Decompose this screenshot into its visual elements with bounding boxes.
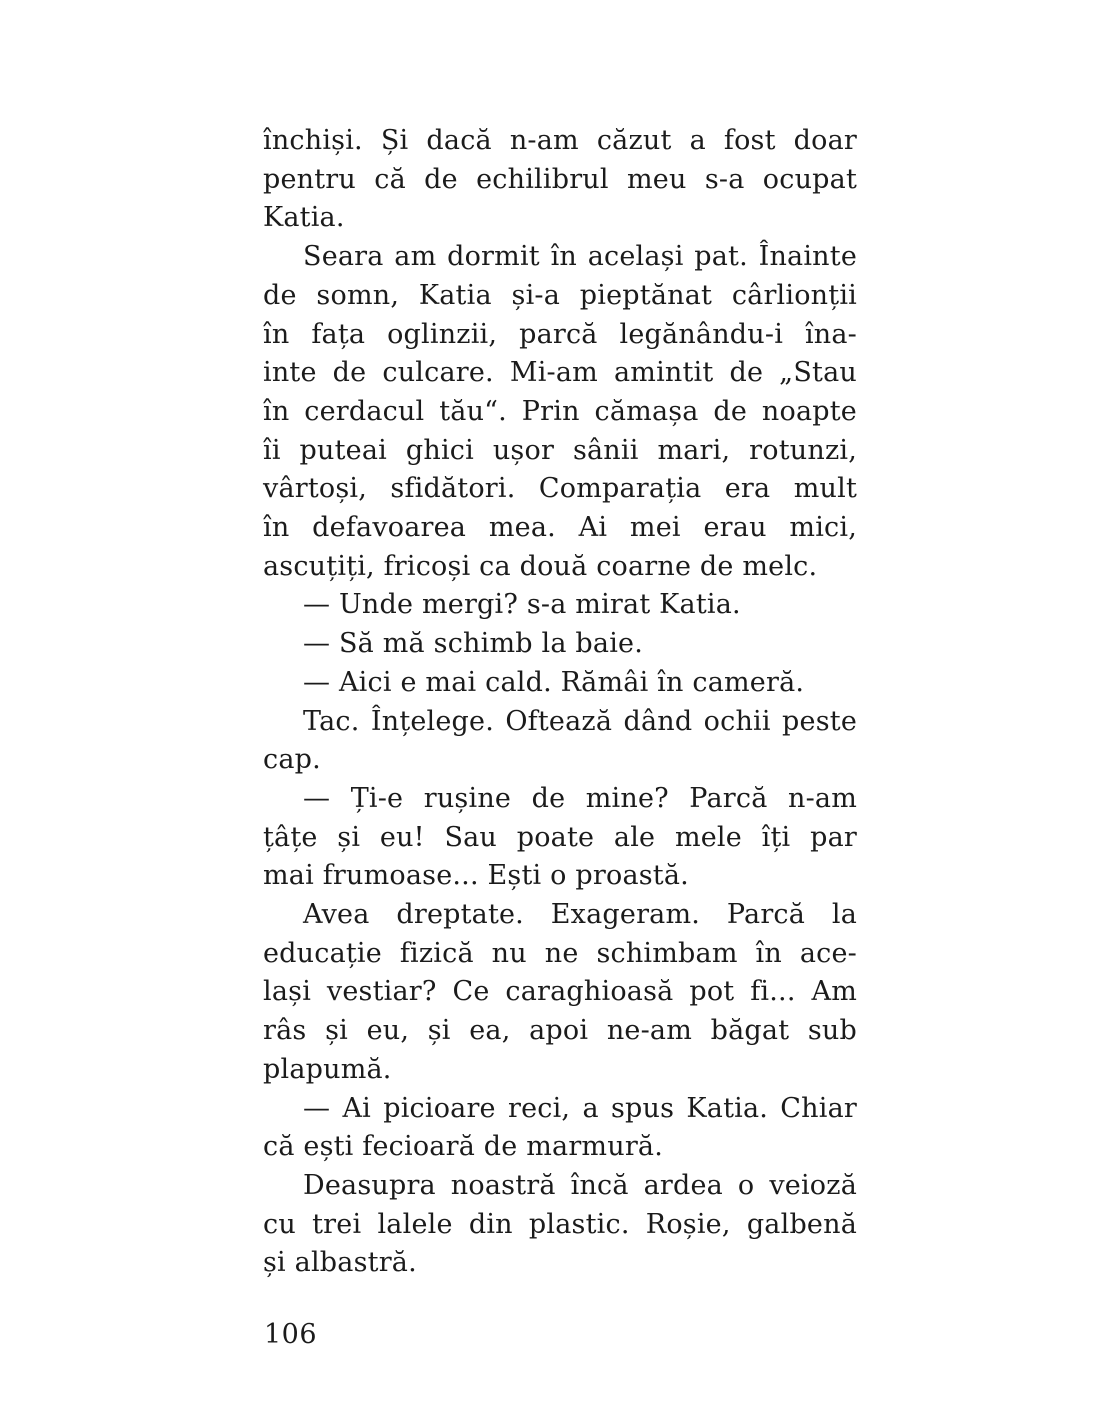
text-line: plapumă. bbox=[263, 1053, 392, 1085]
text-line: Katia. bbox=[263, 202, 345, 234]
text-line: ascuțiți, fricoși ca două coarne de melc. bbox=[263, 550, 818, 582]
text-line: în fața oglinzii, parcă legănându-i îna- bbox=[263, 318, 857, 350]
paragraph bbox=[263, 1167, 857, 1283]
text-line: pentru că de echilibrul meu s-a ocupat bbox=[263, 163, 857, 195]
text-line: cap. bbox=[263, 744, 321, 776]
text-line: de somn, Katia și-a pieptănat cârlionții bbox=[263, 279, 857, 311]
paragraph bbox=[263, 238, 857, 586]
text-line: Deasupra noastră încă ardea o veioză bbox=[303, 1169, 857, 1201]
text-line: Seara am dormit în același pat. Înainte bbox=[303, 241, 857, 273]
paragraph bbox=[263, 625, 857, 664]
text-line: inte de culcare. Mi-am amintit de „Stau bbox=[263, 357, 857, 389]
paragraph bbox=[263, 664, 857, 703]
paragraph bbox=[263, 896, 857, 1090]
text-block bbox=[263, 122, 857, 1283]
text-line: lași vestiar? Ce caraghioasă pot fi... Am bbox=[263, 976, 857, 1008]
text-line: râs și eu, și ea, apoi ne-am băgat sub bbox=[263, 1015, 857, 1047]
paragraph bbox=[263, 1090, 857, 1167]
text-line: că ești fecioară de marmură. bbox=[263, 1131, 664, 1163]
text-line: în defavoarea mea. Ai mei erau mici, bbox=[263, 512, 857, 544]
text-line: îi puteai ghici ușor sânii mari, rotunzi, bbox=[263, 434, 857, 466]
text-line: mai frumoase... Ești o proastă. bbox=[263, 860, 689, 892]
text-line: închiși. Și dacă n-am căzut a fost doar bbox=[263, 125, 857, 156]
paragraph bbox=[263, 703, 857, 780]
text-line: în cerdacul tău“. Prin cămașa de noapte bbox=[263, 395, 857, 427]
text-line: — Unde mergi? s-a mirat Katia. bbox=[303, 589, 741, 621]
text-line: — Ai picioare reci, a spus Katia. Chiar bbox=[303, 1092, 857, 1124]
paragraph bbox=[263, 122, 857, 238]
text-line: Tac. Înțelege. Oftează dând ochii peste bbox=[303, 705, 857, 737]
text-line: țâțe și eu! Sau poate ale mele îți par bbox=[263, 821, 857, 853]
page-number: 106 bbox=[264, 1319, 318, 1350]
text-line: — Să mă schimb la baie. bbox=[303, 628, 644, 660]
paragraph bbox=[263, 780, 857, 896]
text-line: educație fizică nu ne schimbam în ace- bbox=[263, 937, 857, 969]
text-line: — Ți-e rușine de mine? Parcă n-am bbox=[303, 782, 857, 814]
paragraph bbox=[263, 586, 857, 625]
text-line: — Aici e mai cald. Rămâi în cameră. bbox=[303, 666, 805, 698]
text-line: Avea dreptate. Exageram. Parcă la bbox=[303, 899, 857, 931]
text-line: și albastră. bbox=[263, 1247, 417, 1279]
text-line: vârtoși, sfidători. Comparația era mult bbox=[263, 473, 857, 505]
text-line: cu trei lalele din plastic. Roșie, galbenă bbox=[263, 1208, 857, 1240]
